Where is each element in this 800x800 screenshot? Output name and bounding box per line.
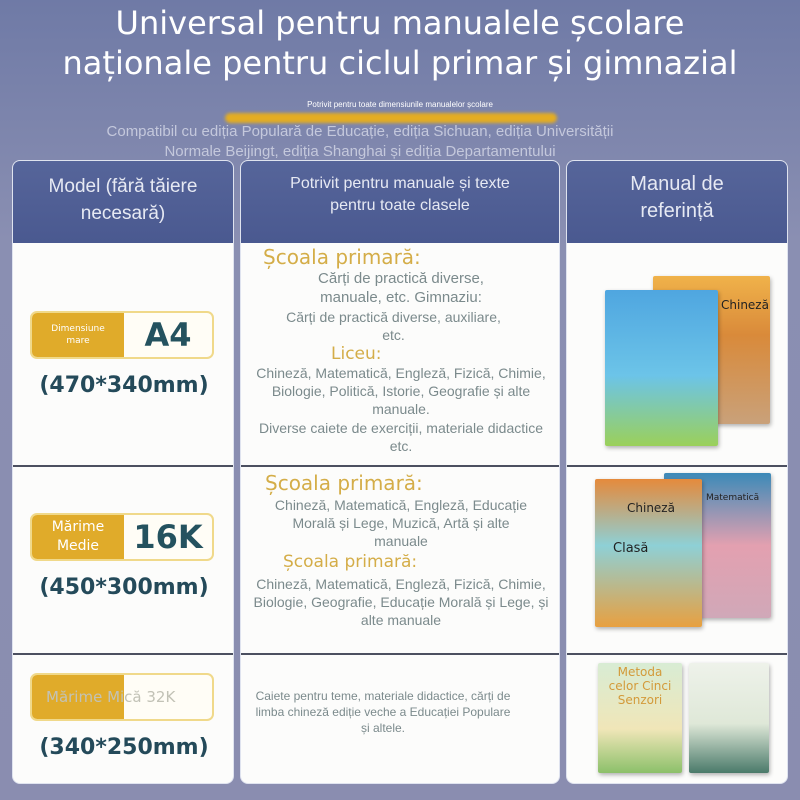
row-divider bbox=[241, 465, 559, 467]
book-label: Chineză bbox=[627, 501, 675, 515]
section-high: Liceu: bbox=[331, 344, 382, 364]
dimensions: (450*300mm) bbox=[39, 575, 209, 600]
badge-size: 16K bbox=[133, 518, 203, 556]
section-primary: Școala primară: bbox=[263, 245, 421, 269]
model-header: Model (fără tăiere necesară) bbox=[13, 161, 233, 243]
size-badge-a4 bbox=[30, 311, 214, 359]
book-label: Metoda celor Cinci Senzori bbox=[608, 665, 672, 707]
model-column bbox=[12, 160, 234, 784]
title-line-2: naționale pentru ciclul primar și gimnazial bbox=[62, 44, 738, 82]
text-small: Caiete pentru teme, materiale didactice, cărți de limba chineză ediție veche a Educației Populare și altele. bbox=[255, 689, 511, 735]
section-primary-2: Școala primară: bbox=[265, 471, 423, 495]
badge-label: Dimensiune mare bbox=[32, 313, 124, 357]
compat-line-1: Compatibil cu ediția Populară de Educație, ediția Sichuan, ediția Universității bbox=[106, 123, 614, 140]
text-primary: Cărți de practică diverse, manuale, etc. Gimnaziu: bbox=[318, 270, 484, 306]
badge-label: Mărime Medie bbox=[32, 515, 124, 559]
book-cover-yuwen bbox=[689, 663, 769, 773]
compat-line-2: Normale Beijingt, ediția Shanghai și ediția Departamentului bbox=[164, 143, 556, 160]
suitable-column bbox=[240, 160, 560, 784]
text-primary-3: Chineză, Matematică, Engleză, Fizică, Chimie, Biologie, Geografie, Educație Morală și Lege, și alte manuale bbox=[253, 576, 549, 628]
row-divider bbox=[241, 653, 559, 655]
book-label: Clasă bbox=[613, 541, 649, 556]
row-divider bbox=[13, 465, 233, 467]
book-cover-53 bbox=[605, 290, 718, 446]
row-divider bbox=[567, 465, 787, 467]
size-badge-16k bbox=[30, 513, 214, 561]
text-primary-2: Chineză, Matematică, Engleză, Educație Morală și Lege, Muzică, Artă și alte manuale bbox=[274, 497, 528, 549]
size-badge-32k bbox=[30, 673, 214, 721]
row-divider bbox=[567, 653, 787, 655]
row-divider bbox=[13, 653, 233, 655]
reference-header: Manual de referință bbox=[567, 161, 787, 243]
section-primary-3: Școala primară: bbox=[283, 552, 418, 572]
text-middle: Cărți de practică diverse, auxiliare, etc. bbox=[286, 309, 501, 343]
text-high: Chineză, Matematică, Engleză, Fizică, Chimie, Biologie, Politică, Istorie, Geografie și alte manuale. bbox=[256, 365, 546, 417]
dimensions: (470*340mm) bbox=[39, 373, 209, 398]
book-label: Matematică bbox=[706, 493, 760, 503]
reference-column bbox=[566, 160, 788, 784]
suitable-header: Potrivit pentru manuale și texte pentru toate clasele bbox=[241, 161, 559, 243]
badge-size: A4 bbox=[144, 316, 192, 354]
book-label: Chineză bbox=[721, 298, 769, 312]
title-line-1: Universal pentru manualele școlare bbox=[115, 4, 685, 42]
dimensions: (340*250mm) bbox=[39, 735, 209, 760]
tagline: Potrivit pentru toate dimensiunile manualelor școlare bbox=[307, 100, 493, 109]
badge-label: Mărime Mică 32K bbox=[46, 688, 176, 706]
text-workbooks: Diverse caiete de exerciții, materiale didactice etc. bbox=[259, 420, 544, 454]
